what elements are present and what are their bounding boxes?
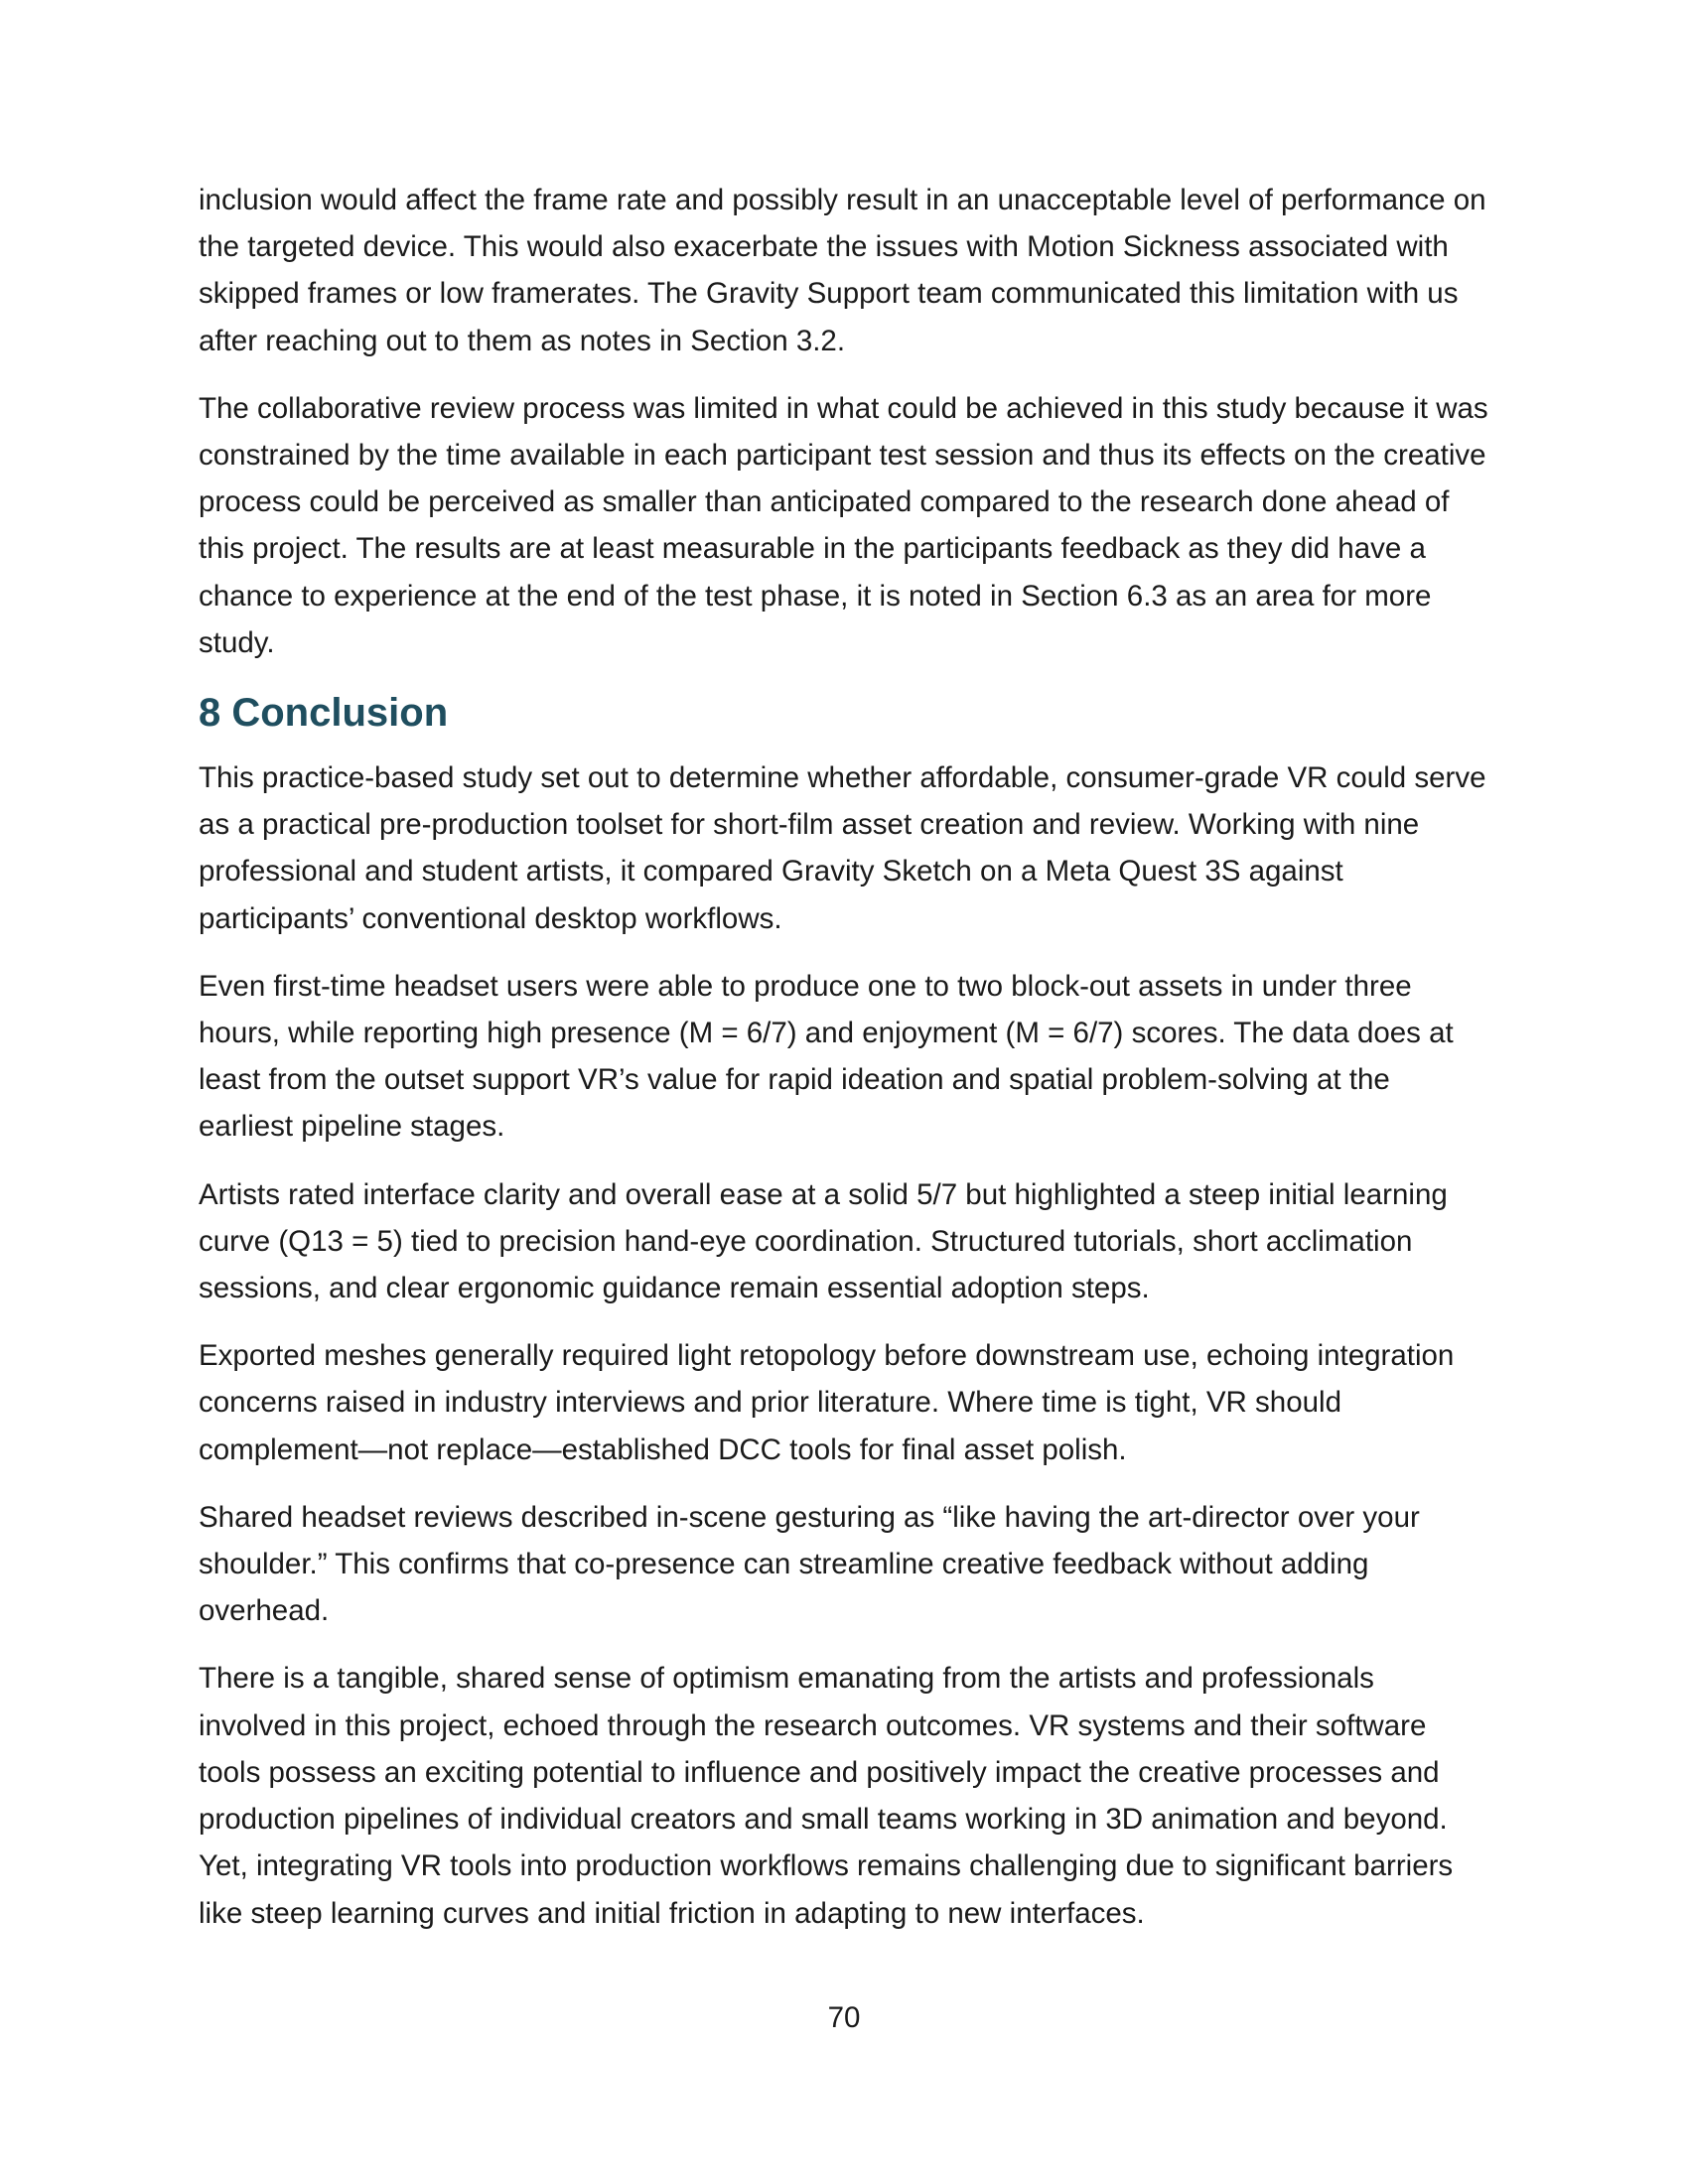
section-heading-conclusion: 8 Conclusion [199, 691, 449, 736]
body-paragraph: inclusion would affect the frame rate and possibly result in an unacceptable level of performance on the targeted device. This would also exacerbate the issues with Motion Sickness associated with skipped frames or low framerates. The Gravity Support team communicated this limitation with us after reaching out to them as notes in Section 3.2. [199, 184, 1486, 357]
document-page [199, 177, 1489, 1958]
body-paragraph: The collaborative review process was limited in what could be achieved in this study because it was constrained by the time available in each participant test session and thus its effects on the creative process could be perceived as smaller than anticipated compared to the research done ahead of this project. The results are at least measurable in the participants feedback as they did have a chance to experience at the end of the test phase, it is noted in Section 6.3 as an area for more study. [199, 391, 1488, 659]
page-number: 70 [827, 2001, 861, 2034]
body-paragraph: There is a tangible, shared sense of optimism emanating from the artists and professionals involved in this project, echoed through the research outcomes. VR systems and their software tools possess an exciting potential to influence and positively impact the creative processes and production pipelines of individual creators and small teams working in 3D animation and beyond. Yet, integrating VR tools into production workflows remains challenging due to significant barriers like steep learning curves and initial friction in adapting to new interfaces. [199, 1662, 1454, 1930]
body-paragraph: Even first-time headset users were able to produce one to two block-out assets in under three hours, while reporting high presence (M = 6/7) and enjoyment (M = 6/7) scores. The data does at least from the outset support VR’s value for rapid ideation and spatial problem-solving at the earliest pipeline stages. [199, 969, 1454, 1144]
body-paragraph: This practice-based study set out to determine whether affordable, consumer-grade VR could serve as a practical pre-production toolset for short-film asset creation and review. Working with nine professional and student artists, it compared Gravity Sketch on a Meta Quest 3S against participants’ conventional desktop workflows. [199, 761, 1486, 935]
body-paragraph: Exported meshes generally required light retopology before downstream use, echoing integration concerns raised in industry interviews and prior literature. Where time is tight, VR should complement—not replace—established DCC tools for final asset polish. [199, 1339, 1455, 1466]
body-paragraph: Artists rated interface clarity and overall ease at a solid 5/7 but highlighted a steep initial learning curve (Q13 = 5) tied to precision hand-eye coordination. Structured tutorials, short acclimation sessions, and clear ergonomic guidance remain essential adoption steps. [199, 1177, 1448, 1305]
body-paragraph: Shared headset reviews described in-scene gesturing as “like having the art-director over your shoulder.” This confirms that co-presence can streamline creative feedback without adding overhead. [199, 1500, 1420, 1628]
